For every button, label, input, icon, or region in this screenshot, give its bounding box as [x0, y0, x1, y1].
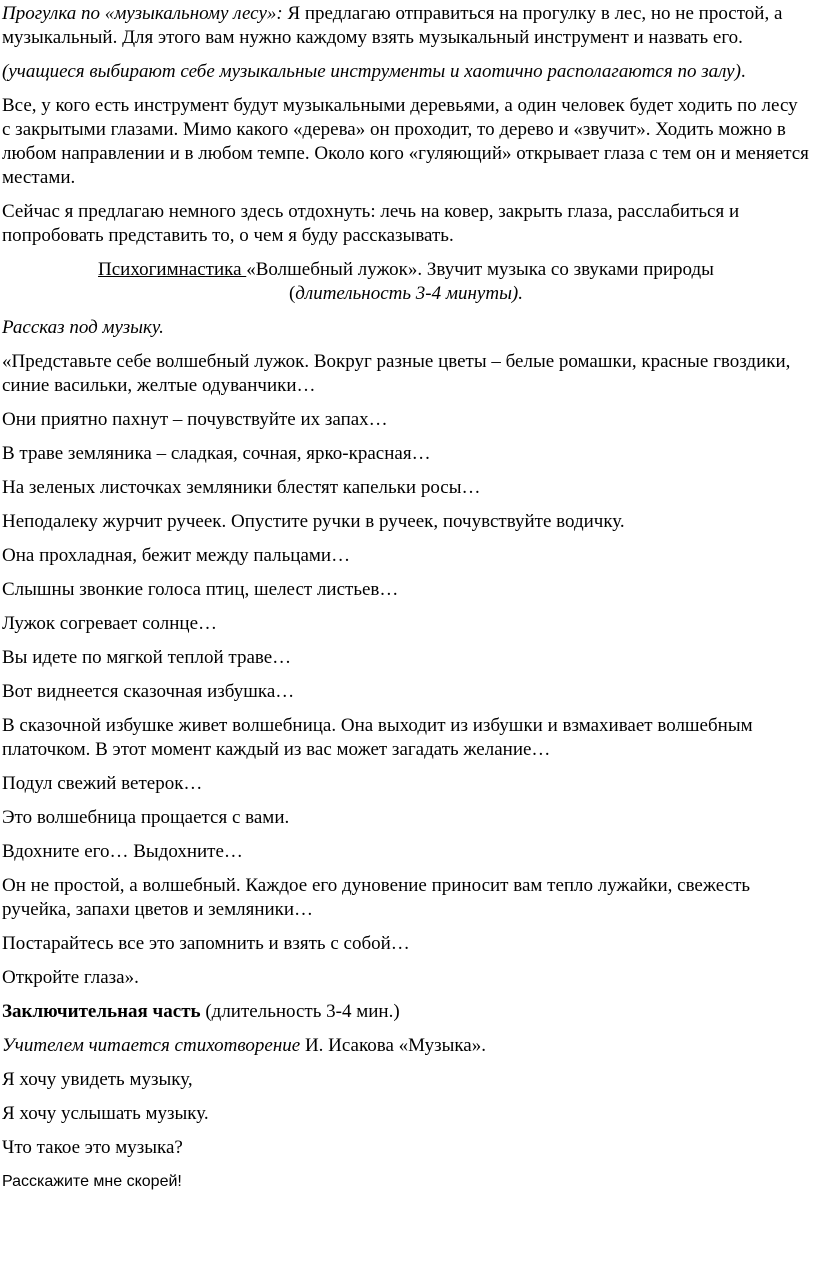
story-line: Она прохладная, бежит между пальцами…	[2, 545, 351, 566]
note-tail: .	[740, 61, 746, 82]
poem-intro-italic: Учителем читается стихотворение	[2, 1035, 301, 1056]
story-line: Лужок согревает солнце…	[2, 613, 218, 634]
story-line: Неподалеку журчит ручеек. Опустите ручки в ручеек, почувствуйте водичку.	[2, 511, 625, 532]
poem-intro-text: И. Исакова «Музыка».	[300, 1035, 486, 1056]
note-paragraph	[2, 60, 810, 84]
poem-intro	[2, 1034, 810, 1058]
story-line: Вот виднеется сказочная избушка…	[2, 681, 295, 702]
story-line: Вы идете по мягкой теплой траве…	[2, 647, 292, 668]
intro-paragraph	[2, 2, 810, 50]
psycho-duration: длительность 3-4 минуты).	[295, 283, 524, 304]
story-line: Подул свежий ветерок…	[2, 773, 203, 794]
story-line: Они приятно пахнут – почувствуйте их запах…	[2, 409, 388, 430]
story-line: Постарайтесь все это запомнить и взять с собой…	[2, 933, 410, 954]
final-bold: Заключительная часть	[2, 1001, 201, 1022]
story-list	[2, 350, 810, 990]
story-line: В траве земляника – сладкая, сочная, ярко-красная…	[2, 443, 431, 464]
poem	[2, 1068, 810, 1160]
psycho-heading	[2, 258, 810, 306]
rest-paragraph: Сейчас я предлагаю немного здесь отдохнуть: лечь на ковер, закрыть глаза, расслабиться и попробовать представить то, о чем я буду рассказывать.	[2, 201, 740, 246]
story-line: В сказочной избушке живет волшебница. Она выходит из избушки и взмахивает волшебным платочком. В этот момент каждый из вас может загадать желание…	[2, 715, 753, 760]
rules-paragraph: Все, у кого есть инструмент будут музыкальными деревьями, а один человек будет ходить по лесу с закрытыми глазами. Мимо какого «дерева» он проходит, то дерево и «звучит». Ходить можно в любом направлении и в любом темпе. Около кого «гуляющий» открывает глаза с тем он и меняется местами.	[2, 95, 809, 188]
story-line: Откройте глаза».	[2, 967, 139, 988]
poem-line: Что такое это музыка?	[2, 1137, 183, 1158]
psycho-underlined: Психогимнастика	[98, 259, 247, 280]
story-line: Вдохните его… Выдохните…	[2, 841, 243, 862]
intro-text: Я предлагаю отправиться на прогулку в лес, но не простой, а музыкальный. Для этого вам нужно каждому взять музыкальный инструмент и назвать его.	[2, 3, 783, 48]
psycho-text: «Волшебный лужок». Звучит музыка со звуками природы	[246, 259, 714, 280]
psycho-paren: (	[288, 283, 296, 304]
story-line: Это волшебница прощается с вами.	[2, 807, 290, 828]
last-line: Расскажите мне скорей!	[2, 1173, 182, 1190]
final-heading	[2, 1000, 810, 1024]
final-text: (длительность 3-4 мин.)	[200, 1001, 400, 1022]
poem-line: Я хочу увидеть музыку,	[2, 1069, 193, 1090]
poem-line: Я хочу услышать музыку.	[2, 1103, 209, 1124]
story-line: Слышны звонкие голоса птиц, шелест листьев…	[2, 579, 399, 600]
intro-title: Прогулка по «музыкальному лесу»:	[2, 3, 283, 24]
story-line: На зеленых листочках земляники блестят капельки росы…	[2, 477, 481, 498]
story-line: «Представьте себе волшебный лужок. Вокруг разные цветы – белые ромашки, красные гвоздики, синие васильки, желтые одуванчики…	[2, 351, 791, 396]
story-label: Рассказ под музыку.	[2, 317, 164, 338]
note-text: (учащиеся выбирают себе музыкальные инструменты и хаотично располагаются по залу)	[2, 61, 741, 82]
story-line: Он не простой, а волшебный. Каждое его дуновение приносит вам тепло лужайки, свежесть ручейка, запахи цветов и земляники…	[2, 875, 751, 920]
